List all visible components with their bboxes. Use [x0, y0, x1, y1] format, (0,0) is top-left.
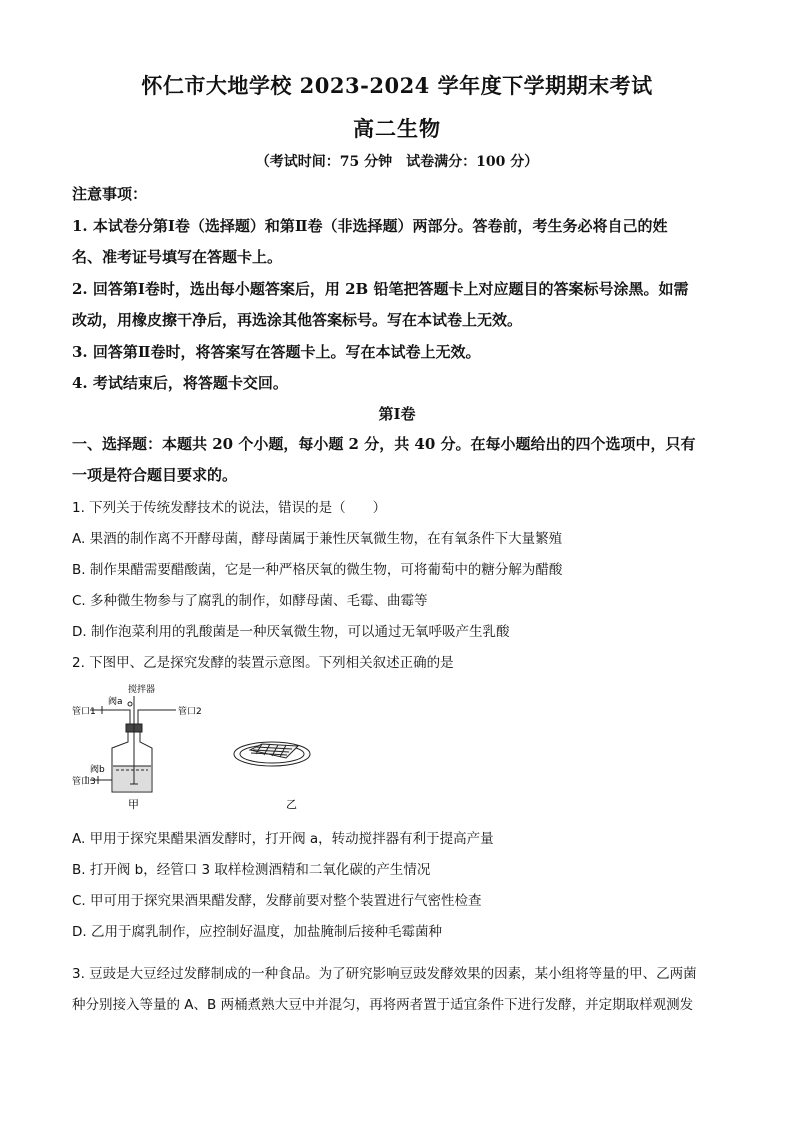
note-line: 名、准考证号填写在答题卡上。	[72, 248, 283, 266]
notes-heading: 注意事项：	[72, 185, 148, 203]
q1-stem: 1. 下列关于传统发酵技术的说法，错误的是（ ）	[72, 500, 387, 516]
label-pipe3: 管口3	[72, 777, 96, 787]
note-line: 4. 考试结束后，将答题卡交回。	[72, 374, 288, 392]
apparatus-jia	[86, 696, 176, 792]
q1-option-a: A. 果酒的制作离不开酵母菌，酵母菌属于兼性厌氧微生物，在有氧条件下大量繁殖	[72, 531, 563, 547]
label-pipe1: 管口1	[72, 707, 96, 717]
note-line: 1. 本试卷分第Ⅰ卷（选择题）和第Ⅱ卷（非选择题）两部分。答卷前，考生务必将自己的姓	[72, 217, 668, 235]
q2-stem: 2. 下图甲、乙是探究发酵的装置示意图。下列相关叙述正确的是	[72, 655, 454, 671]
apparatus-yi	[234, 742, 310, 766]
subject-title: 高二生物	[353, 116, 441, 141]
fermentation-apparatus-figure	[72, 684, 332, 812]
q1-option-d: D. 制作泡菜利用的乳酸菌是一种厌氧微生物，可以通过无氧呼吸产生乳酸	[72, 624, 510, 640]
section-line: 一项是符合题目要求的。	[72, 466, 238, 484]
part1-heading: 第Ⅰ卷	[378, 405, 416, 423]
label-pipe2: 管口2	[178, 707, 202, 717]
note-line: 改动，用橡皮擦干净后，再选涂其他答案标号。写在本试卷上无效。	[72, 311, 523, 329]
q2-option-c: C. 甲可用于探究果酒果醋发酵，发酵前要对整个装置进行气密性检查	[72, 893, 482, 909]
q3-line: 3. 豆豉是大豆经过发酵制成的一种食品。为了研究影响豆豉发酵效果的因素，某小组将等量的甲、乙两菌	[72, 966, 697, 982]
note-line: 2. 回答第Ⅰ卷时，选出每小题答案后，用 2B 铅笔把答题卡上对应题目的答案标号涂黑。如需	[72, 280, 689, 298]
section-line: 一、选择题：本题共 20 个小题，每小题 2 分，共 40 分。在每小题给出的四个选项中，只有	[72, 435, 696, 453]
q2-option-b: B. 打开阀 b，经管口 3 取样检测酒精和二氧化碳的产生情况	[72, 862, 431, 878]
q1-option-c: C. 多种微生物参与了腐乳的制作，如酵母菌、毛霉、曲霉等	[72, 593, 428, 609]
q2-option-d: D. 乙用于腐乳制作，应控制好温度，加盐腌制后接种毛霉菌种	[72, 924, 442, 940]
label-stirrer: 搅拌器	[128, 685, 156, 695]
q3-line: 种分别接入等量的 A、B 两桶煮熟大豆中并混匀，再将两者置于适宜条件下进行发酵，并定期取样观测发	[72, 997, 694, 1013]
exam-title: 怀仁市大地学校 2023-2024 学年度下学期期末考试	[141, 73, 653, 98]
note-line: 3. 回答第Ⅱ卷时，将答案写在答题卡上。写在本试卷上无效。	[72, 343, 481, 361]
q2-option-a: A. 甲用于探究果醋果酒发酵时，打开阀 a，转动搅拌器有利于提高产量	[72, 831, 494, 847]
exam-info: （考试时间：75 分钟 试卷满分：100 分）	[255, 154, 539, 170]
q1-option-b: B. 制作果醋需要醋酸菌，它是一种严格厌氧的微生物，可将葡萄中的糖分解为醋酸	[72, 562, 563, 578]
label-yi: 乙	[286, 798, 297, 811]
label-valve-a: 阀a	[108, 697, 123, 707]
label-jia: 甲	[128, 798, 139, 811]
label-valve-b: 阀b	[90, 765, 105, 775]
